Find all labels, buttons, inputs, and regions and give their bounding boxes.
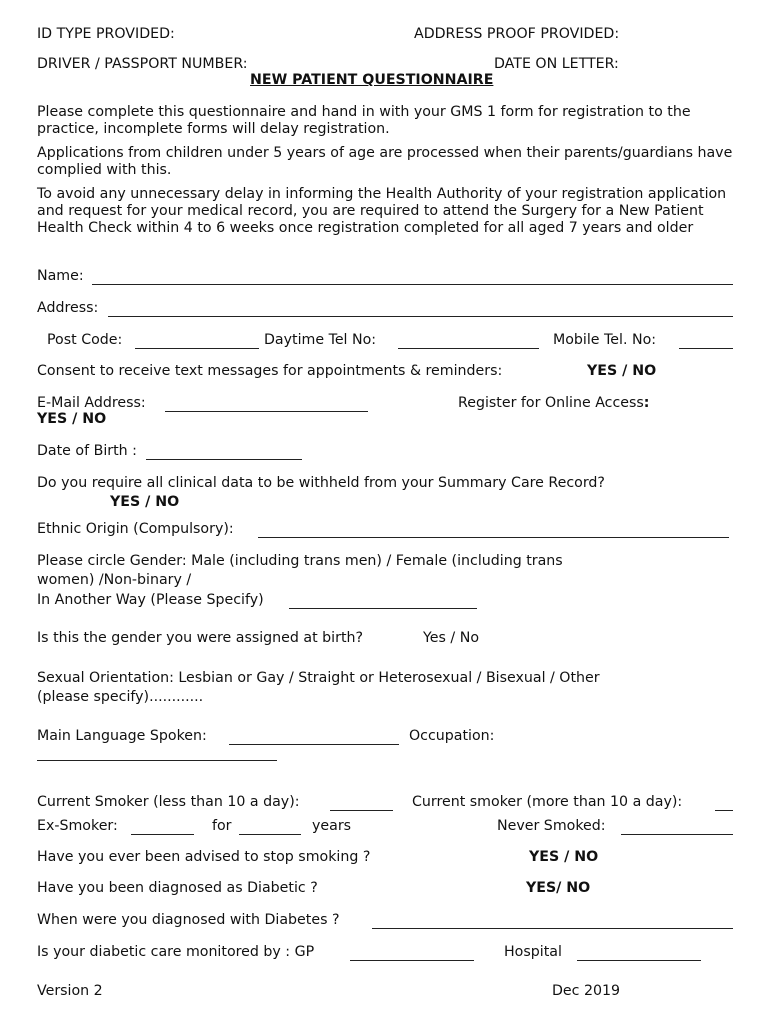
consent-text-label: Consent to receive text messages for appointments & reminders: (37, 363, 503, 379)
mobile-tel-label: Mobile Tel. No: (553, 332, 657, 348)
diabetic-question: Have you been diagnosed as Diabetic ? (37, 880, 318, 896)
address-proof-label: ADDRESS PROOF PROVIDED: (414, 26, 620, 42)
scr-question: Do you require all clinical data to be withheld from your Summary Care Record? (37, 475, 605, 491)
main-language-label: Main Language Spoken: (37, 728, 207, 744)
occupation-label: Occupation: (409, 728, 495, 744)
main-language-field[interactable] (229, 744, 399, 745)
gender-question-line-2: women) /Non-binary / (37, 572, 192, 588)
advised-stop-yes-no[interactable]: YES / NO (529, 849, 599, 865)
footer-version: Version 2 (37, 983, 103, 999)
diabetic-care-gp-label: Is your diabetic care monitored by : GP (37, 944, 315, 960)
gender-assigned-question: Is this the gender you were assigned at birth? (37, 630, 364, 646)
smoker-light-label: Current Smoker (less than 10 a day): (37, 794, 300, 810)
ex-smoker-label: Ex-Smoker: (37, 818, 118, 834)
post-code-label: Post Code: (47, 332, 123, 348)
dob-label: Date of Birth : (37, 443, 137, 459)
footer-date: Dec 2019 (552, 983, 621, 999)
name-label: Name: (37, 268, 84, 284)
intro-paragraph-3: To avoid any unnecessary delay in informing the Health Authority of your registration application and request for your medical record, you are required to attend the Surgery for a New Patient Health Check within 4 to 6 weeks once registration completed for all aged 7 years and older (37, 186, 727, 236)
email-field[interactable] (165, 411, 368, 412)
ex-smoker-field[interactable] (131, 834, 194, 835)
gender-specify-label: In Another Way (Please Specify) (37, 592, 264, 608)
ethnic-origin-label: Ethnic Origin (Compulsory): (37, 521, 234, 537)
id-type-label: ID TYPE PROVIDED: (37, 26, 175, 42)
register-online-label (458, 395, 649, 412)
smoker-heavy-field[interactable] (715, 810, 733, 811)
diabetic-care-hospital-field[interactable] (577, 960, 701, 961)
advised-stop-question: Have you ever been advised to stop smoking ? (37, 849, 371, 865)
sexual-orientation-line-1: Sexual Orientation: Lesbian or Gay / Straight or Heterosexual / Bisexual / Other (37, 670, 600, 686)
address-field[interactable] (108, 316, 733, 317)
smoker-light-field[interactable] (330, 810, 393, 811)
dob-field[interactable] (146, 459, 302, 460)
gender-question-line-1: Please circle Gender: Male (including trans men) / Female (including trans (37, 553, 563, 569)
ex-smoker-years-label: years (312, 818, 352, 834)
diabetic-yes-no[interactable]: YES/ NO (526, 880, 591, 896)
intro-paragraph-1: Please complete this questionnaire and hand in with your GMS 1 form for registration to the practice, incomplete forms will delay registration. (37, 104, 691, 137)
driver-passport-label: DRIVER / PASSPORT NUMBER: (37, 56, 248, 72)
sexual-orientation-line-2: (please specify)............ (37, 689, 204, 705)
mobile-tel-field[interactable] (679, 348, 733, 349)
page-title: NEW PATIENT QUESTIONNAIRE (250, 72, 494, 88)
occupation-field[interactable] (37, 760, 277, 761)
ethnic-origin-field[interactable] (258, 537, 729, 538)
diabetes-when-field[interactable] (372, 928, 733, 929)
never-smoked-field[interactable] (621, 834, 733, 835)
gender-assigned-yes-no[interactable]: Yes / No (423, 630, 479, 646)
post-code-field[interactable] (135, 348, 259, 349)
diabetic-care-hospital-label: Hospital (504, 944, 562, 960)
register-online-text: Register for Online Access (458, 395, 644, 411)
register-online-colon: : (643, 395, 650, 411)
ex-smoker-for-label: for (212, 818, 232, 834)
gender-specify-field[interactable] (289, 608, 477, 609)
diabetic-care-gp-field[interactable] (350, 960, 474, 961)
consent-yes-no[interactable]: YES / NO (587, 363, 657, 379)
smoker-heavy-label: Current smoker (more than 10 a day): (412, 794, 683, 810)
daytime-tel-field[interactable] (398, 348, 539, 349)
ex-smoker-years-field[interactable] (239, 834, 301, 835)
daytime-tel-label: Daytime Tel No: (264, 332, 377, 348)
never-smoked-label: Never Smoked: (497, 818, 606, 834)
date-on-letter-label: DATE ON LETTER: (494, 56, 619, 72)
address-label: Address: (37, 300, 99, 316)
email-label: E-Mail Address: (37, 395, 146, 411)
name-field[interactable] (92, 284, 733, 285)
scr-yes-no[interactable]: YES / NO (110, 494, 180, 510)
intro-paragraph-2: Applications from children under 5 years of age are processed when their parents/guardians have complied with this. (37, 145, 733, 178)
diabetes-when-label: When were you diagnosed with Diabetes ? (37, 912, 340, 928)
register-online-yes-no[interactable]: YES / NO (37, 411, 107, 427)
